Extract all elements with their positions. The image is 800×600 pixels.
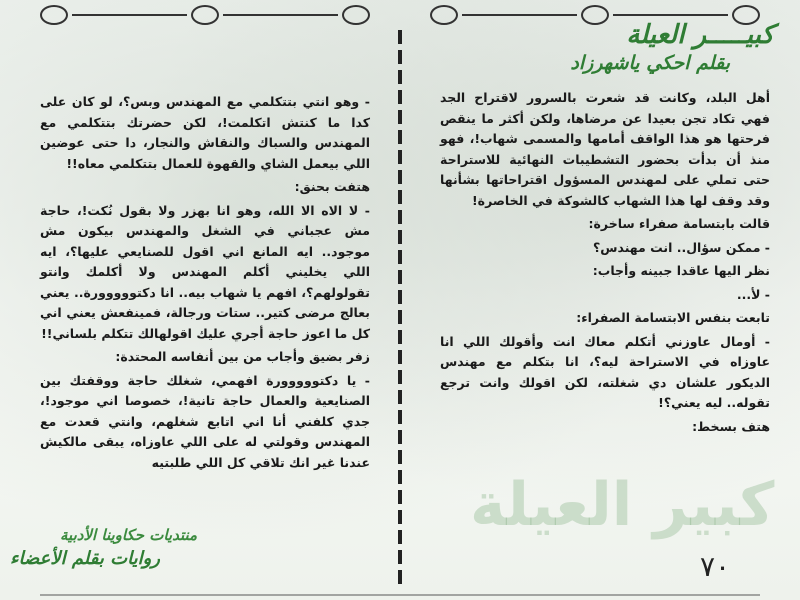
paragraph: أهل البلد، وكانت قد شعرت بالسرور لاقتراح الجد فهي تكاد تجن بعيدا عن مرضاها، ولكن أكثر ما ينقص فرحتها هو هذا الواقف أمامها والمسمى شهاب!، فهو منذ أن بدأت بحضور التشطيبات النهائية للاستراحة حتى تملي على لمهندس المسؤول اقتراحاتها بشأنها وقد وقف لها هذا الشهاب كالشوكة في الخاصرة!	[440, 90, 770, 208]
page-title: كبيـــــر العيلة	[626, 20, 774, 50]
author-byline: بقلم احكي ياشهرزاد	[570, 52, 730, 74]
paragraph: - ممكن سؤال.. انت مهندس؟	[592, 239, 770, 255]
paragraph: هتف بسخط:	[692, 418, 770, 434]
paragraph: تابعت بنفس الابتسامة الصفراء:	[576, 310, 770, 325]
paragraph: - لا الاه الا الله، وهو انا بهزر ولا بقول نُكت!، حاجة مش عجباني في الشغل والمهندس بيكون مش موجود.. ايه المانع اني اقول للصنايعي عليها؟، ايه اللي يخليني أكلم المهندس ولا أكلمك وانتو تقولولهم؟، افهم يا شهاب بيه.. انا دكتووووورة.. يعني بعالج مرضى كتير.. ستات ورجالة، فمينفعش يعني اني كل ما اعوز حاجة أجري عليك اقولهالك تتكلم بلساني!!	[40, 202, 370, 341]
left-column	[40, 92, 370, 476]
right-column	[440, 88, 770, 440]
paragraph: - أومال عاوزني أتكلم معاك انت وأقولك اللي انا عاوزاه في الاستراحة ليه؟، انا بتكلم مع مهندس الديكور علشان دي شغلته، لكن اقولك وانت ترجع تقوله.. ليه يعني؟!	[440, 333, 770, 410]
paragraph: - يا دكتووووورة افهمي، شغلك حاجة ووقفتك بين الصنايعية والعمال حاجة تانية!، خصوصا اني موجود!، جدي كلفني أنا اني اتابع شغلهم، وانتي قعدت مع المهندس وقولتي له على اللي عاوزاه، يبقى مالكيش عندنا غير انك تلاقي كل اللي طلبتيه	[40, 372, 370, 470]
bottom-ornament	[40, 594, 760, 596]
paragraph: نظر اليها عاقدا جبينه وأجاب:	[592, 263, 770, 278]
paragraph: قالت بابتسامة صفراء ساخرة:	[588, 216, 770, 231]
page-number: ٧٠	[700, 550, 731, 583]
forum-section: روايات بقلم الأعضاء	[10, 548, 160, 569]
paragraph: زفر بضيق وأجاب من بين أنفاسه المحتدة:	[115, 349, 370, 364]
paragraph: هتفت بحنق:	[294, 179, 370, 194]
top-ornament-left	[40, 4, 370, 26]
book-spine	[398, 30, 402, 590]
paragraph: - لأ...	[736, 286, 770, 302]
title-watermark: كبير العيلة	[470, 470, 775, 540]
forum-name: منتديات حكاوينا الأدبية	[60, 526, 198, 544]
paragraph: - وهو انتي بتتكلمي مع المهندس وبس؟، لو كان على كدا ما كنتش اتكلمت!، لكن حضرتك بتتكلمي مع المهندس والسباك والنقاش والنجار، دا حتى عوضين اللي بيعمل الشاي والقهوة للعمال بتتكلمي معاه!!	[40, 94, 370, 171]
